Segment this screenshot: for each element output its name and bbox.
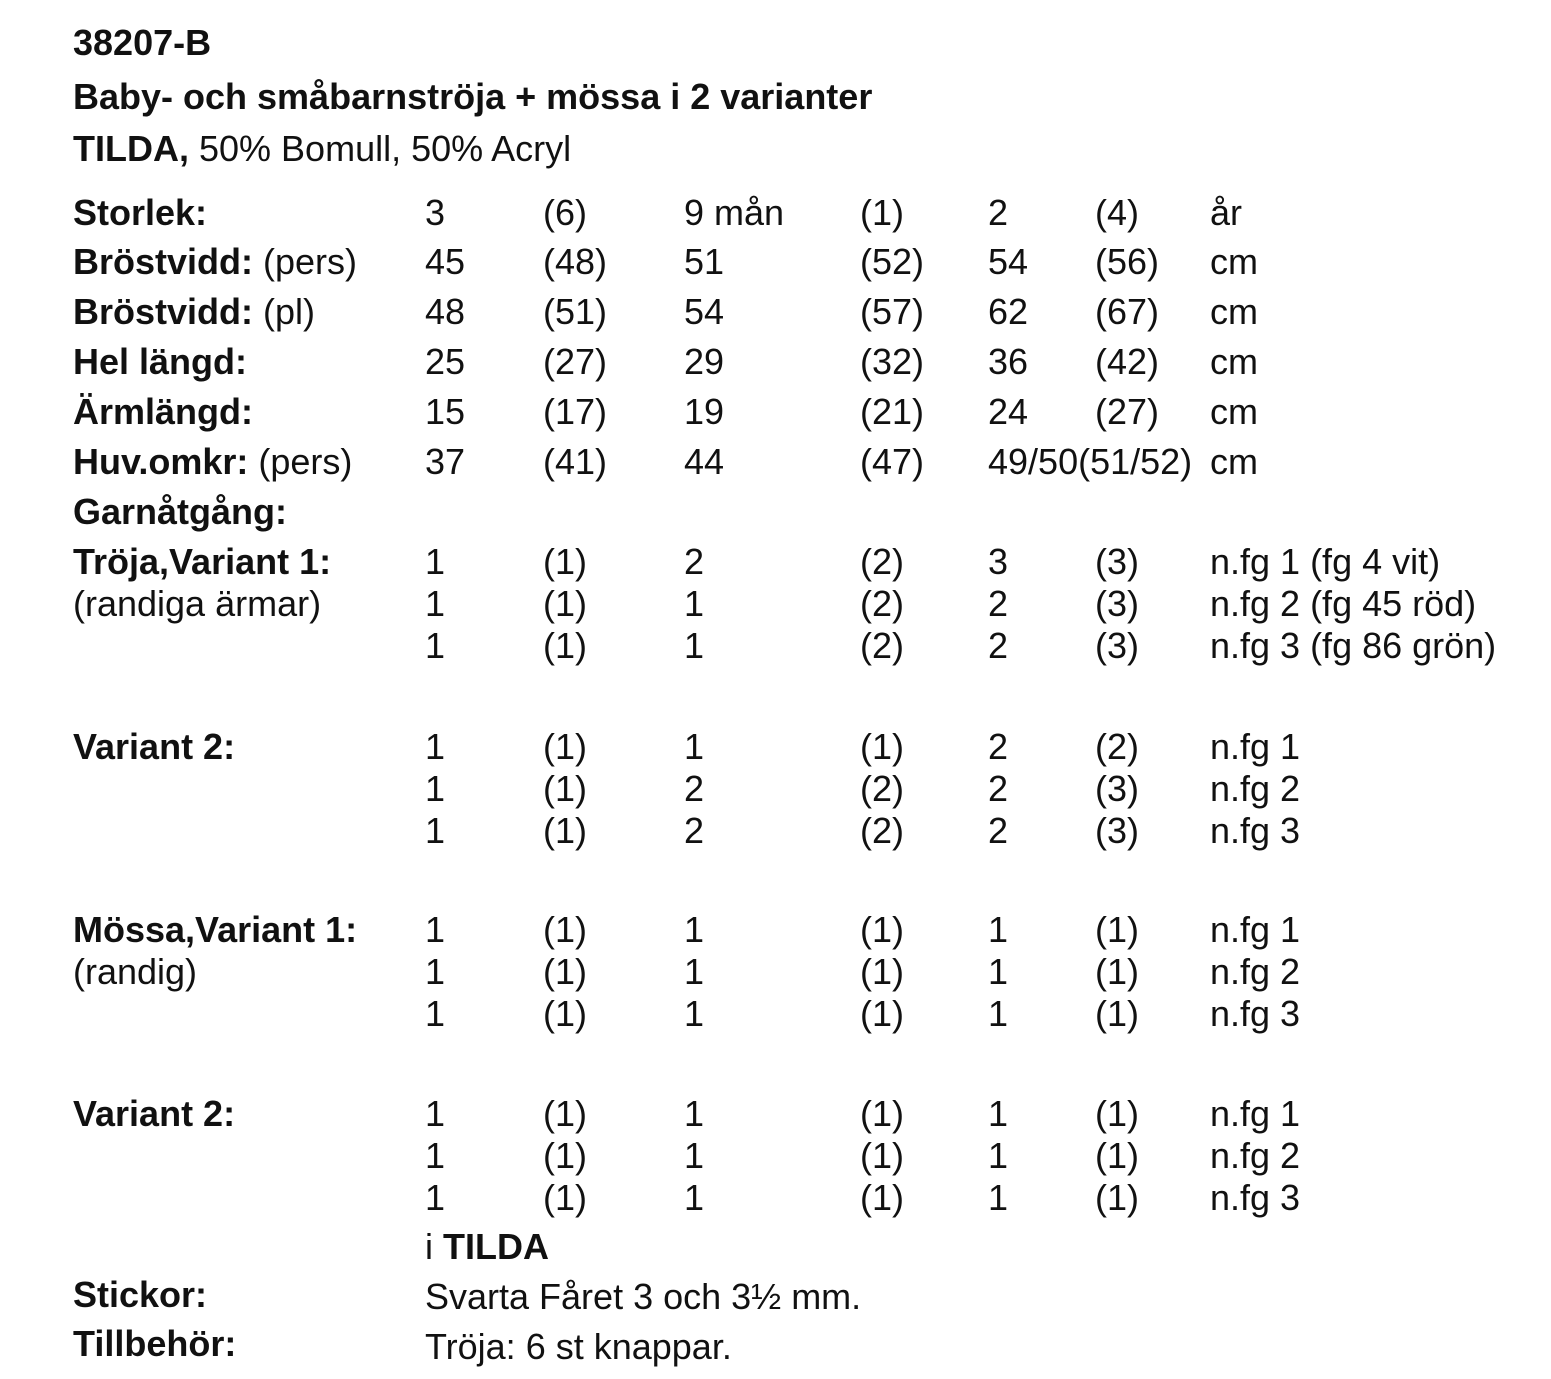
table-cell: (1) xyxy=(1095,1135,1139,1176)
table-cell: 2 xyxy=(684,768,705,809)
table-cell: 25 xyxy=(425,341,466,382)
table-cell: 1 xyxy=(684,993,705,1034)
table-cell: (27) xyxy=(1095,391,1160,432)
table-cell: 1 xyxy=(425,768,446,809)
table-cell: 1 xyxy=(988,993,1009,1034)
yarn-note xyxy=(425,1226,549,1268)
table-row xyxy=(0,583,1551,627)
table-cell: 3 xyxy=(988,541,1009,582)
table-cell: 2 xyxy=(988,625,1009,666)
table-cell: 1 xyxy=(684,1177,705,1218)
table-cell: (27) xyxy=(543,341,608,382)
row-label xyxy=(73,1093,235,1135)
row-label-text: Bröstvidd: xyxy=(73,291,253,332)
table-cell: 1 xyxy=(425,1093,446,1134)
table-cell: (3) xyxy=(1095,625,1139,666)
row-label-text: Tröja,Variant 1: xyxy=(73,541,332,582)
table-cell: 2 xyxy=(684,810,705,851)
table-cell: (1) xyxy=(860,951,904,992)
unit-cell: cm xyxy=(1210,341,1258,382)
table-cell: 51 xyxy=(684,241,725,282)
table-cell: 62 xyxy=(988,291,1029,332)
table-cell: 2 xyxy=(684,541,705,582)
yarn-composition: 50% Bomull, 50% Acryl xyxy=(188,128,572,169)
table-row xyxy=(0,768,1551,812)
table-cell: 2 xyxy=(988,583,1009,624)
table-cell: (3) xyxy=(1095,583,1139,624)
unit-cell: n.fg 1 (fg 4 vit) xyxy=(1210,541,1441,582)
table-cell: 1 xyxy=(684,583,705,624)
pattern-title: Baby- och småbarnströja + mössa i 2 varianter xyxy=(73,76,873,117)
row-label xyxy=(73,441,352,483)
table-row xyxy=(0,541,1551,585)
table-cell: 1 xyxy=(684,625,705,666)
table-cell: (1) xyxy=(1095,993,1139,1034)
table-cell: (2) xyxy=(860,810,904,851)
row-label-text: Hel längd: xyxy=(73,341,248,382)
row-label-text: Ärmlängd: xyxy=(73,391,253,432)
table-cell: (1) xyxy=(860,726,904,767)
table-cell: (1) xyxy=(543,810,587,851)
row-sublabel: (randig) xyxy=(73,951,198,992)
unit-cell: n.fg 2 (fg 45 röd) xyxy=(1210,583,1477,624)
table-cell: (48) xyxy=(543,241,608,282)
unit-cell: n.fg 3 (fg 86 grön) xyxy=(1210,625,1497,666)
table-cell: 1 xyxy=(425,1135,446,1176)
table-row xyxy=(0,391,1551,435)
table-cell: 1 xyxy=(988,1177,1009,1218)
table-cell: 1 xyxy=(684,1093,705,1134)
unit-cell: n.fg 2 xyxy=(1210,768,1301,809)
table-cell: (52) xyxy=(860,241,925,282)
table-cell: 1 xyxy=(425,810,446,851)
table-cell: (1) xyxy=(543,768,587,809)
table-row xyxy=(0,625,1551,669)
table-cell: (51) xyxy=(543,291,608,332)
table-cell: (4) xyxy=(1095,192,1139,233)
table-row xyxy=(0,1135,1551,1179)
yarn-note-prefix: i xyxy=(425,1226,443,1267)
table-cell: 1 xyxy=(684,909,705,950)
table-cell: 19 xyxy=(684,391,725,432)
table-cell: 45 xyxy=(425,241,466,282)
table-cell: 1 xyxy=(425,541,446,582)
table-cell: 15 xyxy=(425,391,466,432)
table-cell: (1) xyxy=(860,993,904,1034)
table-cell: (1) xyxy=(543,1177,587,1218)
table-row xyxy=(0,192,1551,236)
needles-value: Svarta Fåret 3 och 3½ mm. xyxy=(425,1276,862,1317)
table-cell: (6) xyxy=(543,192,587,233)
row-label xyxy=(73,341,247,383)
table-cell: 29 xyxy=(684,341,725,382)
row-label-note: (pers) xyxy=(248,441,353,482)
row-label xyxy=(73,241,357,283)
table-row xyxy=(0,993,1551,1037)
table-row xyxy=(0,1093,1551,1137)
table-cell: 9 mån xyxy=(684,192,785,233)
table-row xyxy=(0,810,1551,854)
row-label-text: Bröstvidd: xyxy=(73,241,253,282)
unit-cell: n.fg 3 xyxy=(1210,810,1301,851)
table-row xyxy=(0,341,1551,385)
row-label-text: Huv.omkr: xyxy=(73,441,249,482)
unit-cell: n.fg 3 xyxy=(1210,1177,1301,1218)
table-cell: 1 xyxy=(988,951,1009,992)
yarn-line xyxy=(73,128,571,170)
table-cell: (2) xyxy=(860,768,904,809)
table-cell: (2) xyxy=(860,583,904,624)
table-cell: (1) xyxy=(860,1135,904,1176)
row-label xyxy=(73,541,331,583)
table-cell: (1) xyxy=(543,1093,587,1134)
unit-cell: cm xyxy=(1210,441,1258,482)
table-cell: 1 xyxy=(425,1177,446,1218)
table-cell: (3) xyxy=(1095,541,1139,582)
unit-cell: n.fg 2 xyxy=(1210,951,1301,992)
table-cell: (41) xyxy=(543,441,608,482)
table-cell: (21) xyxy=(860,391,925,432)
table-cell: (2) xyxy=(860,541,904,582)
table-cell: 49/50(51/52) xyxy=(988,441,1193,482)
row-label xyxy=(73,391,253,433)
table-cell: 2 xyxy=(988,192,1009,233)
table-cell: (1) xyxy=(543,909,587,950)
table-cell: 2 xyxy=(988,768,1009,809)
table-cell: (56) xyxy=(1095,241,1160,282)
accessories-label: Tillbehör: xyxy=(73,1323,237,1364)
yarn-name: TILDA, xyxy=(73,128,189,169)
needles-label: Stickor: xyxy=(73,1274,208,1315)
unit-cell: n.fg 1 xyxy=(1210,726,1301,767)
table-cell: 54 xyxy=(684,291,725,332)
table-cell: (2) xyxy=(860,625,904,666)
table-cell: (1) xyxy=(543,1135,587,1176)
pattern-code: 38207-B xyxy=(73,22,212,63)
table-cell: 1 xyxy=(425,726,446,767)
table-cell: (1) xyxy=(543,726,587,767)
table-cell: (47) xyxy=(860,441,925,482)
table-cell: 24 xyxy=(988,391,1029,432)
table-cell: 54 xyxy=(988,241,1029,282)
table-cell: 2 xyxy=(988,726,1009,767)
table-cell: 3 xyxy=(425,192,446,233)
table-row xyxy=(0,726,1551,770)
table-row xyxy=(0,291,1551,335)
row-label-text: Mössa,Variant 1: xyxy=(73,909,358,950)
yarn-note-name: TILDA xyxy=(443,1226,549,1267)
row-label-text: Variant 2: xyxy=(73,726,236,767)
table-cell: 1 xyxy=(684,726,705,767)
table-row xyxy=(0,951,1551,995)
row-label xyxy=(73,909,357,951)
table-cell: (17) xyxy=(543,391,608,432)
table-cell: 1 xyxy=(425,951,446,992)
table-cell: 37 xyxy=(425,441,466,482)
table-cell: 48 xyxy=(425,291,466,332)
table-cell: 36 xyxy=(988,341,1029,382)
table-cell: (1) xyxy=(1095,951,1139,992)
table-cell: (2) xyxy=(1095,726,1139,767)
table-cell: 1 xyxy=(425,909,446,950)
table-cell: (67) xyxy=(1095,291,1160,332)
table-cell: (1) xyxy=(860,1177,904,1218)
table-cell: (1) xyxy=(1095,1177,1139,1218)
table-row xyxy=(0,241,1551,285)
unit-cell: cm xyxy=(1210,241,1258,282)
table-cell: 1 xyxy=(988,1135,1009,1176)
table-cell: (1) xyxy=(860,1093,904,1134)
unit-cell: n.fg 1 xyxy=(1210,909,1301,950)
table-cell: 1 xyxy=(425,583,446,624)
table-row xyxy=(0,909,1551,953)
unit-cell: n.fg 1 xyxy=(1210,1093,1301,1134)
table-cell: (1) xyxy=(860,909,904,950)
table-cell: (1) xyxy=(543,625,587,666)
row-label-note: (pl) xyxy=(253,291,315,332)
table-cell: (1) xyxy=(543,583,587,624)
table-cell: (3) xyxy=(1095,768,1139,809)
table-cell: (1) xyxy=(543,993,587,1034)
row-sublabel: (randiga ärmar) xyxy=(73,583,322,624)
unit-cell: cm xyxy=(1210,291,1258,332)
table-cell: 1 xyxy=(988,1093,1009,1134)
unit-cell: cm xyxy=(1210,391,1258,432)
yarn-heading: Garnåtgång: xyxy=(73,491,288,532)
table-cell: (42) xyxy=(1095,341,1160,382)
table-row xyxy=(0,441,1551,485)
row-label-note: (pers) xyxy=(253,241,358,282)
row-label xyxy=(73,291,315,333)
table-row xyxy=(0,1177,1551,1221)
table-cell: (57) xyxy=(860,291,925,332)
table-cell: (3) xyxy=(1095,810,1139,851)
table-cell: 44 xyxy=(684,441,725,482)
row-label-text: Storlek: xyxy=(73,192,208,233)
table-cell: 1 xyxy=(988,909,1009,950)
table-cell: 1 xyxy=(684,951,705,992)
accessories-value: Tröja: 6 st knappar. xyxy=(425,1326,732,1367)
table-cell: (1) xyxy=(543,951,587,992)
table-cell: (1) xyxy=(860,192,904,233)
table-cell: (1) xyxy=(1095,909,1139,950)
row-label xyxy=(73,726,235,768)
unit-cell: n.fg 2 xyxy=(1210,1135,1301,1176)
table-cell: 1 xyxy=(425,625,446,666)
table-cell: (32) xyxy=(860,341,925,382)
unit-cell: år xyxy=(1210,192,1243,233)
table-cell: 2 xyxy=(988,810,1009,851)
table-cell: (1) xyxy=(543,541,587,582)
table-cell: 1 xyxy=(684,1135,705,1176)
row-label-text: Variant 2: xyxy=(73,1093,236,1134)
table-cell: (1) xyxy=(1095,1093,1139,1134)
row-label xyxy=(73,192,207,234)
table-cell: 1 xyxy=(425,993,446,1034)
unit-cell: n.fg 3 xyxy=(1210,993,1301,1034)
